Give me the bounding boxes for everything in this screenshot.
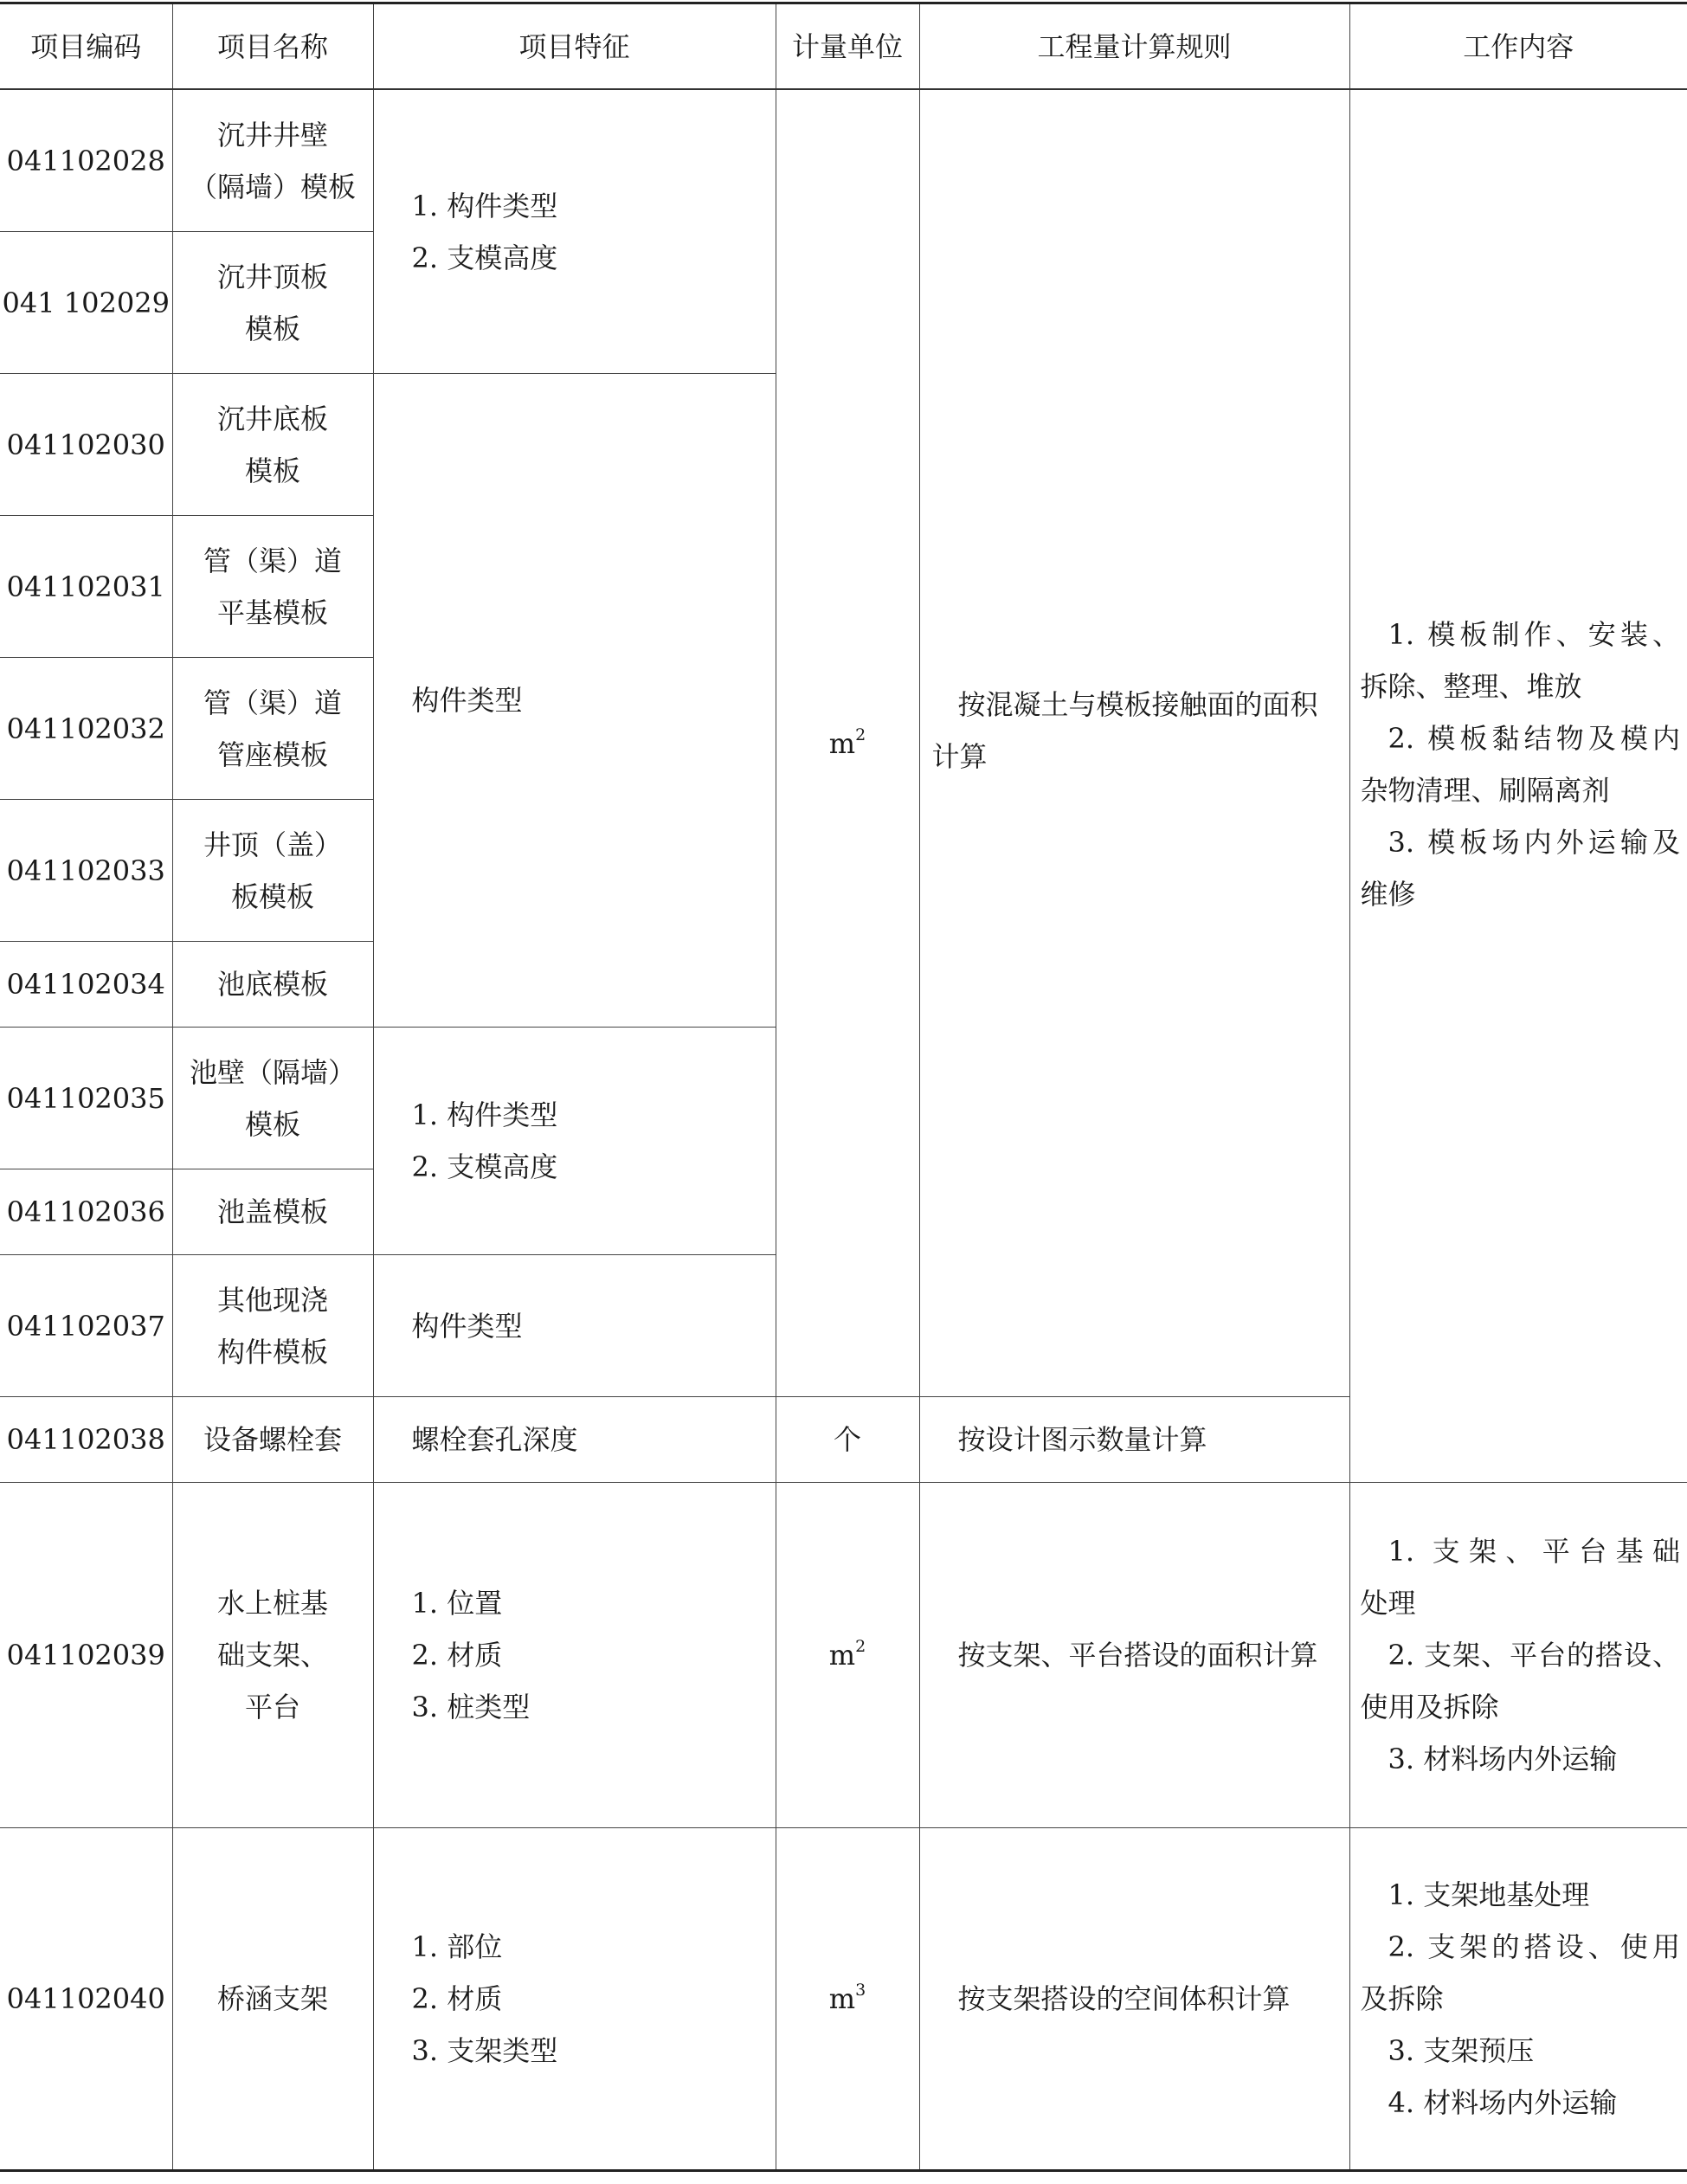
item-code: 041102036 [0, 1169, 172, 1255]
item-name: 沉井底板 模板 [172, 374, 373, 516]
calculation-rule: 按混凝土与模板接触面的面积计算 [919, 89, 1349, 1397]
work-content: 1. 支架、平台基础 处理 2. 支架、平台的搭设、 使用及拆除 3. 材料场内外运输 [1349, 1483, 1687, 1828]
calculation-rule: 按支架搭设的空间体积计算 [919, 1828, 1349, 2171]
item-name: 设备螺栓套 [172, 1397, 373, 1483]
item-name: 沉井井壁 （隔墙）模板 [172, 89, 373, 232]
item-code: 041102037 [0, 1255, 172, 1397]
item-features: 构件类型 [373, 1255, 776, 1397]
item-name: 管（渠）道 管座模板 [172, 658, 373, 800]
item-features: 构件类型 [373, 374, 776, 1028]
item-name: 水上桩基 础支架、 平台 [172, 1483, 373, 1828]
item-features: 1. 位置 2. 材质 3. 桩类型 [373, 1483, 776, 1828]
item-features: 1. 部位 2. 材质 3. 支架类型 [373, 1828, 776, 2171]
header-row [0, 3, 1687, 90]
header-work: 工作内容 [1349, 3, 1687, 90]
item-name: 池底模板 [172, 942, 373, 1028]
item-code: 041102038 [0, 1397, 172, 1483]
item-code: 041102034 [0, 942, 172, 1028]
item-name: 其他现浇 构件模板 [172, 1255, 373, 1397]
header-code: 项目编码 [0, 3, 172, 90]
item-code: 041102032 [0, 658, 172, 800]
item-features: 螺栓套孔深度 [373, 1397, 776, 1483]
item-code: 041102031 [0, 516, 172, 658]
measure-unit: $m^3$ [776, 1828, 919, 2171]
item-features: 1. 构件类型 2. 支模高度 [373, 1028, 776, 1255]
table-row [0, 1483, 1687, 1828]
header-unit: 计量单位 [776, 3, 919, 90]
item-name: 井顶（盖） 板模板 [172, 800, 373, 942]
work-content: 1. 支架地基处理 2. 支架的搭设、使用 及拆除 3. 支架预压 4. 材料场内外运输 [1349, 1828, 1687, 2171]
item-code: 041102028 [0, 89, 172, 232]
item-code: 041 102029 [0, 232, 172, 374]
item-code: 041102039 [0, 1483, 172, 1828]
item-name: 管（渠）道 平基模板 [172, 516, 373, 658]
item-name: 池壁（隔墙） 模板 [172, 1028, 373, 1169]
measure-unit: $m^2$ [776, 89, 919, 1397]
specification-table [0, 2, 1687, 2172]
item-features: 1. 构件类型 2. 支模高度 [373, 89, 776, 374]
item-name: 池盖模板 [172, 1169, 373, 1255]
item-code: 041102040 [0, 1828, 172, 2171]
calculation-rule: 按设计图示数量计算 [919, 1397, 1349, 1483]
item-code: 041102030 [0, 374, 172, 516]
table-row [0, 89, 1687, 232]
header-features: 项目特征 [373, 3, 776, 90]
item-code: 041102033 [0, 800, 172, 942]
calculation-rule: 按支架、平台搭设的面积计算 [919, 1483, 1349, 1828]
item-name: 桥涵支架 [172, 1828, 373, 2171]
header-rule: 工程量计算规则 [919, 3, 1349, 90]
work-content: 1. 模板制作、安装、 拆除、整理、堆放 2. 模板黏结物及模内 杂物清理、刷隔离剂 3. 模板场内外运输及 维修 [1349, 89, 1687, 1483]
item-code: 041102035 [0, 1028, 172, 1169]
measure-unit: $m^2$ [776, 1483, 919, 1828]
header-name: 项目名称 [172, 3, 373, 90]
item-name: 沉井顶板 模板 [172, 232, 373, 374]
measure-unit: 个 [776, 1397, 919, 1483]
table-row [0, 1828, 1687, 2171]
